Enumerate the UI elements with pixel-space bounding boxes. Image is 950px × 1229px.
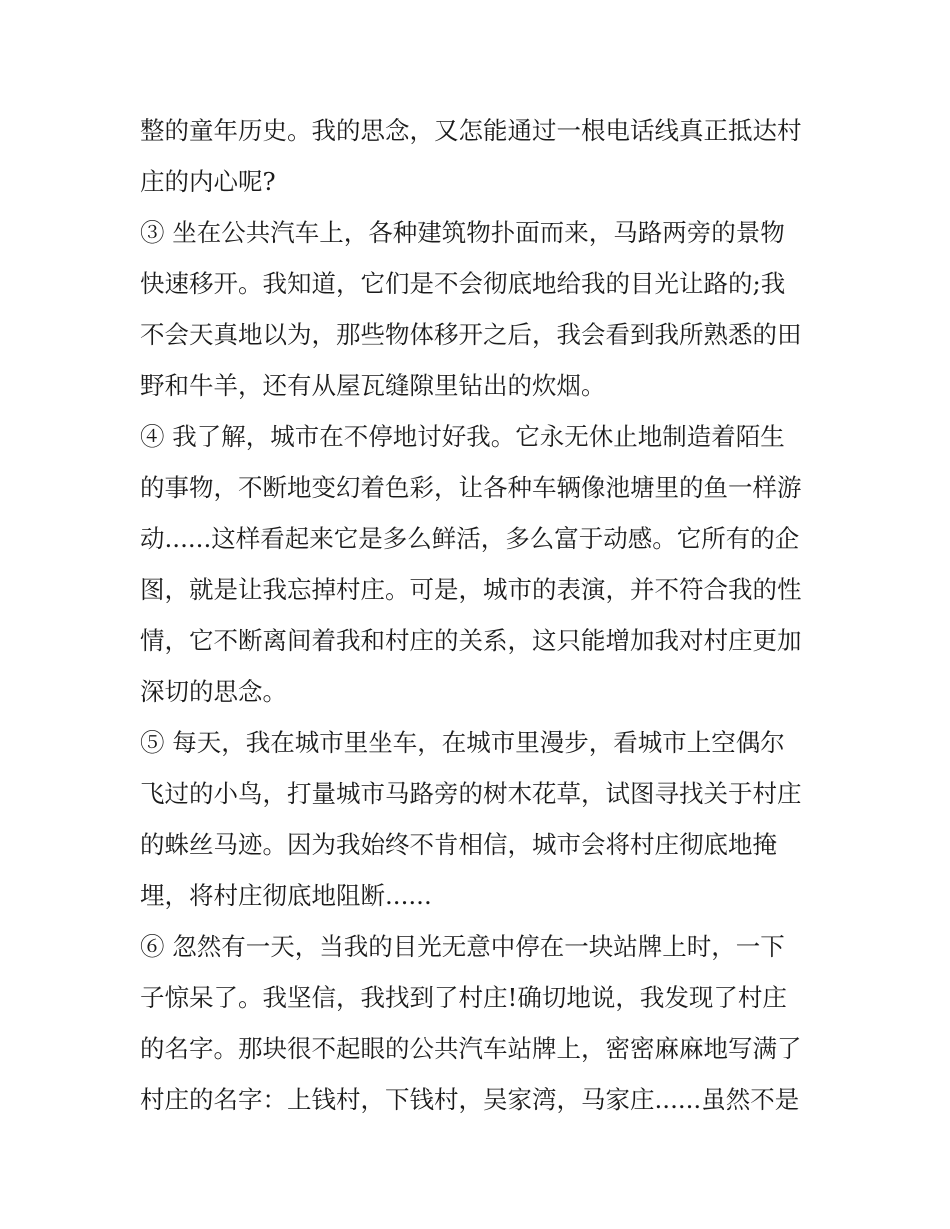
text-line: 动......这样看起来它是多么鲜活，多么富于动感。它所有的企 <box>140 524 800 553</box>
text-line: 庄的内心呢? <box>140 167 276 196</box>
text-line: 情，它不断离间着我和村庄的关系，这只能增加我对村庄更加 <box>140 626 802 655</box>
text-line: ④ 我了解，城市在不停地讨好我。它永无休止地制造着陌生 <box>140 422 785 451</box>
document-body <box>140 105 820 1125</box>
text-line: 野和牛羊，还有从屋瓦缝隙里钻出的炊烟。 <box>140 371 606 400</box>
text-line: 的蛛丝马迹。因为我始终不肯相信，城市会将村庄彻底地掩 <box>140 830 777 859</box>
text-line: 村庄的名字：上钱村，下钱村，吴家湾，马家庄......虽然不是 <box>140 1085 800 1114</box>
text-line: 快速移开。我知道，它们是不会彻底地给我的目光让路的;我 <box>140 269 786 298</box>
text-line: 整的童年历史。我的思念，又怎能通过一根电话线真正抵达村 <box>140 116 802 145</box>
text-line: 不会天真地以为，那些物体移开之后，我会看到我所熟悉的田 <box>140 320 802 349</box>
text-line: ⑥ 忽然有一天，当我的目光无意中停在一块站牌上时，一下 <box>140 932 785 961</box>
text-line: 飞过的小鸟，打量城市马路旁的树木花草，试图寻找关于村庄 <box>140 779 802 808</box>
text-line: 的名字。那块很不起眼的公共汽车站牌上，密密麻麻地写满了 <box>140 1034 802 1063</box>
text-line: 的事物，不断地变幻着色彩，让各种车辆像池塘里的鱼一样游 <box>140 473 802 502</box>
text-line: 图，就是让我忘掉村庄。可是，城市的表演，并不符合我的性 <box>140 575 802 604</box>
text-line: 子惊呆了。我坚信，我找到了村庄!确切地说，我发现了村庄 <box>140 983 787 1012</box>
text-line: ⑤ 每天，我在城市里坐车，在城市里漫步，看城市上空偶尔 <box>140 728 785 757</box>
text-line: 埋，将村庄彻底地阻断...... <box>140 881 432 910</box>
text-line: ③ 坐在公共汽车上，各种建筑物扑面而来，马路两旁的景物 <box>140 218 785 247</box>
text-line: 深切的思念。 <box>140 677 287 706</box>
